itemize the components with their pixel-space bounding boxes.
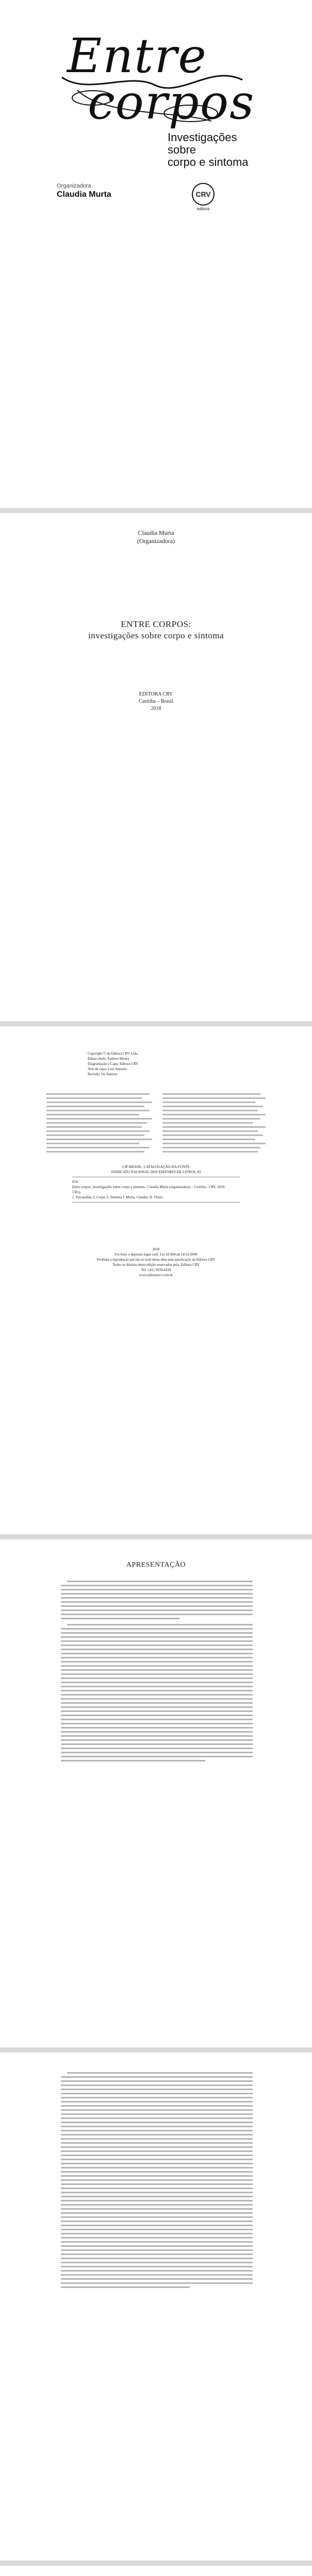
- book-title-main: ENTRE CORPOS:: [121, 619, 191, 629]
- colophon-line: Revisão: Os Autores: [88, 1072, 118, 1076]
- cover-page: [0, 0, 312, 508]
- publisher-city: Curitiba – Brasil: [139, 699, 173, 704]
- colophon-line: Editor-chefe: Railson Moura: [88, 1057, 129, 1061]
- presentation-text: [61, 1581, 253, 1769]
- editorial-board: [46, 1092, 268, 1161]
- title-publisher: [0, 691, 312, 713]
- legal-deposit-block: [0, 1247, 312, 1278]
- cip-line: 1. Psicanálise 2. Corpo 3. Sintoma I. Murta, Claudia. II. Título.: [72, 1195, 163, 1199]
- logo-word-entre: Entre: [67, 28, 207, 83]
- footer-line: 2018: [152, 1247, 160, 1251]
- book-title-sub: investigações sobre corpo e sintoma: [88, 631, 224, 640]
- logo-subtitle: [168, 131, 255, 168]
- presentation-text-lines-2: [61, 2072, 253, 2294]
- publisher-year: 2018: [151, 706, 161, 711]
- publisher-logo: [192, 183, 215, 211]
- publisher-logo-caption: editora: [196, 207, 210, 211]
- colophon-line: Diagramação e Capa: Editora CRV: [88, 1062, 139, 1066]
- title-organizer-name: Claudia Murta: [138, 529, 174, 536]
- cip-body: [72, 1177, 240, 1202]
- presentation-page-3: [0, 2566, 312, 2576]
- presentation-page-1: [0, 1539, 312, 2047]
- presentation-text-lines: [61, 1581, 253, 1766]
- cover-organizer: [57, 183, 111, 199]
- footer-line: Tel.: (41) 3039-6418: [141, 1268, 171, 1272]
- logo-subtitle-line-1: Investigações sobre: [168, 131, 237, 156]
- title-organizer-role: (Organizadora): [137, 537, 175, 545]
- cip-line: E56: [72, 1180, 78, 1184]
- colophon-line: Copyright © da Editora CRV Ltda.: [88, 1052, 138, 1056]
- cip-title: [72, 1164, 240, 1175]
- footer-line: www.editoracrv.com.br: [139, 1273, 173, 1277]
- cip-line: 130 p.: [72, 1190, 81, 1194]
- copyright-block: [88, 1051, 224, 1077]
- presentation-title: APRESENTAÇÃO: [126, 1561, 186, 1569]
- logo-subtitle-line-2: corpo e sintoma: [168, 156, 249, 168]
- cip-subtitle-line: SINDICATO NACIONAL DOS EDITORES DE LIVROS, RJ: [110, 1170, 202, 1174]
- editorial-board-lines: [46, 1092, 268, 1159]
- footer-line: Todos os direitos desta edição reservados pela: Editora CRV: [112, 1263, 200, 1267]
- footer-line: Proibida a reprodução parcial ou total desta obra sem autorização da Editora CRV: [96, 1258, 216, 1262]
- presentation-page-2: [0, 2053, 312, 2561]
- cip-line: Entre corpos: investigações sobre corpo e sintoma / Claudia Murta (organizadora) – Curitiba : CRV, 2018.: [72, 1185, 225, 1189]
- publisher-logo-text: CRV: [195, 190, 211, 198]
- publisher-name: EDITORA CRV: [139, 691, 173, 697]
- title-page: [0, 513, 312, 1021]
- footer-line: Foi feito o depósito legal conf. Lei 10.994 de 14/12/2004: [114, 1252, 198, 1257]
- organizer-name: Claudia Murta: [57, 190, 111, 199]
- cip-title-line: CIP-BRASIL. CATALOGAÇÃO-NA-FONTE: [122, 1165, 190, 1169]
- presentation-text-continued: [61, 2072, 253, 2296]
- cip-block: [72, 1164, 240, 1202]
- organizer-label: Organizadora: [57, 183, 91, 189]
- title-organizer: [0, 529, 312, 545]
- book-title: [0, 619, 312, 641]
- colophon-line: Arte de capa: Luiz Antonio: [88, 1067, 127, 1071]
- logo-word-corpos: corpos: [88, 75, 255, 130]
- colophon-page: [0, 1026, 312, 1534]
- entre-corpos-logo: [57, 28, 255, 168]
